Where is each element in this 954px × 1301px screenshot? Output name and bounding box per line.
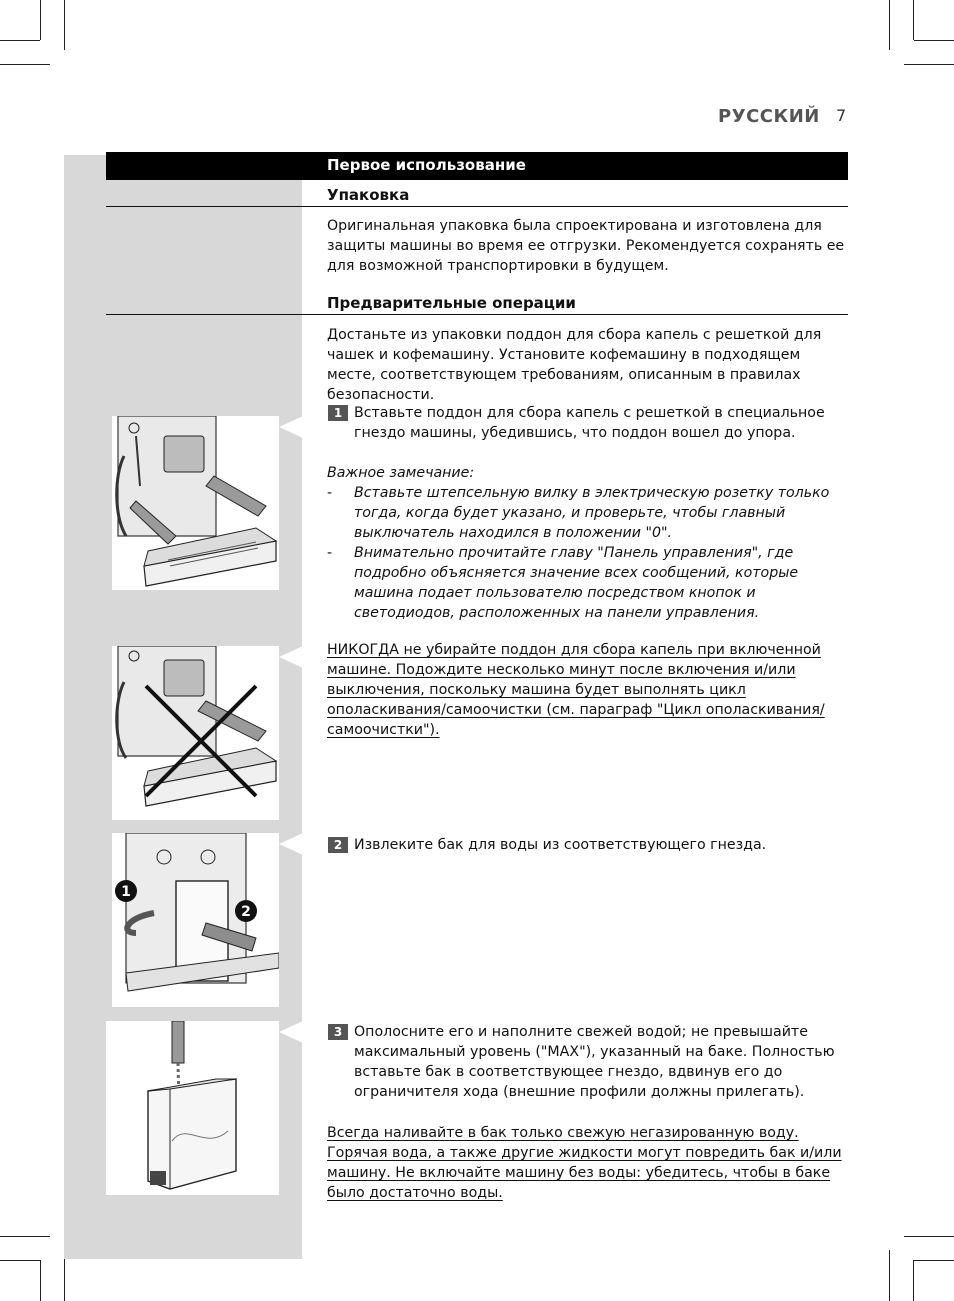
tank-drawing [106,1021,279,1195]
crop-mark [64,0,65,50]
preliminary-intro [327,325,850,405]
warning-text: Всегда наливайте в бак только свежую негазированную воду. Горячая вода, а также другие жидкости могут повредить бак и/или машину. Не включайте машину без воды: убедитесь, чтобы в баке было достаточно воды. [327,1125,842,1201]
crop-mark [889,1250,890,1301]
step-text: Извлеките бак для воды из соответствующего гнезда. [354,837,767,853]
note-title: Важное замечание: [327,465,475,481]
crop-mark [913,0,914,40]
step-number-badge: 1 [328,405,348,421]
important-note [327,463,850,623]
note-list [327,483,850,623]
illustration-remove-water-tank [106,833,279,1007]
machine-drawing [106,833,279,1007]
crop-mark [889,0,890,50]
step-number-badge: 2 [328,837,348,853]
pointer-arrow [279,416,303,438]
crop-mark [914,40,954,41]
illustration-fill-water-tank [106,1021,279,1195]
callout-1-label: 1 [121,884,131,900]
crop-mark [0,40,40,41]
crop-mark [0,1260,40,1261]
section-title: Первое использование [327,156,526,174]
pointer-arrow [279,646,303,668]
crop-mark [904,64,954,65]
step-text: Ополосните его и наполните свежей водой; не превышайте максимальный уровень ("MAX"), указанный на баке. Полностью вставьте бак в соответствующее гнездо, вдвинув его до ограничителя хода (внешние профили должны прилегать). [354,1024,835,1100]
crop-mark [40,0,41,40]
crop-mark [914,1260,954,1261]
warning-water [327,1123,850,1203]
machine-drawing [106,646,279,820]
preliminary-heading: Предварительные операции [327,294,576,312]
crop-mark [0,64,50,65]
step-1 [327,403,850,443]
heading-rule [106,314,848,315]
language-label: РУССКИЙ [718,106,820,127]
packaging-heading: Упаковка [327,186,410,204]
note-item [327,483,850,543]
warning-text: НИКОГДА не убирайте поддон для сбора капель при включенной машине. Подождите несколько минут после включения и/или выключения, поскольку машина будет выполнять цикл ополаскивания/самоочистки (см. параграф "Цикл ополаскивания/самоочистки"). [327,642,825,738]
crop-mark [40,1260,41,1301]
illustration-do-not-remove [106,646,279,820]
intro-paragraph: Достаньте из упаковки поддон для сбора капель с решеткой для чашек и кофемашину. Установите кофемашину в подходящем месте, соответствующем требованиям, описанным в правилах безопасности. [327,327,822,403]
bullet-dash: - [327,485,333,501]
illustration-insert-drip-tray [106,416,279,590]
crop-mark [913,1260,914,1301]
crop-mark [904,1236,954,1237]
packaging-text [327,216,850,276]
page-number: 7 [836,106,847,125]
packaging-paragraph: Оригинальная упаковка была спроектирована и изготовлена для защиты машины во время ее отгрузки. Рекомендуется сохранять ее для возможной транспортировки в будущем. [327,218,845,274]
step-number-badge: 3 [328,1024,348,1040]
pointer-arrow [279,833,303,855]
warning-never-remove [327,640,850,740]
step-text: Вставьте поддон для сбора капель с решеткой в специальное гнездо машины, убедившись, что поддон вошел до упора. [354,405,825,441]
bullet-dash: - [327,545,333,561]
crop-mark [0,1236,50,1237]
callout-2-label: 2 [241,904,251,920]
step-3 [327,1022,850,1102]
step-2 [327,835,850,855]
heading-rule [106,206,848,207]
note-item-text: Внимательно прочитайте главу "Панель управления", где подробно объясняется значение всех сообщений, которые машина подает пользователю посредством кнопок и светодиодов, расположенных на панели управления. [354,545,799,621]
note-item [327,543,850,623]
machine-drawing [106,416,279,590]
note-item-text: Вставьте штепсельную вилку в электрическую розетку только тогда, когда будет указано, и проверьте, чтобы главный выключатель находился в положении "0". [354,485,830,541]
pointer-arrow [279,1021,303,1043]
